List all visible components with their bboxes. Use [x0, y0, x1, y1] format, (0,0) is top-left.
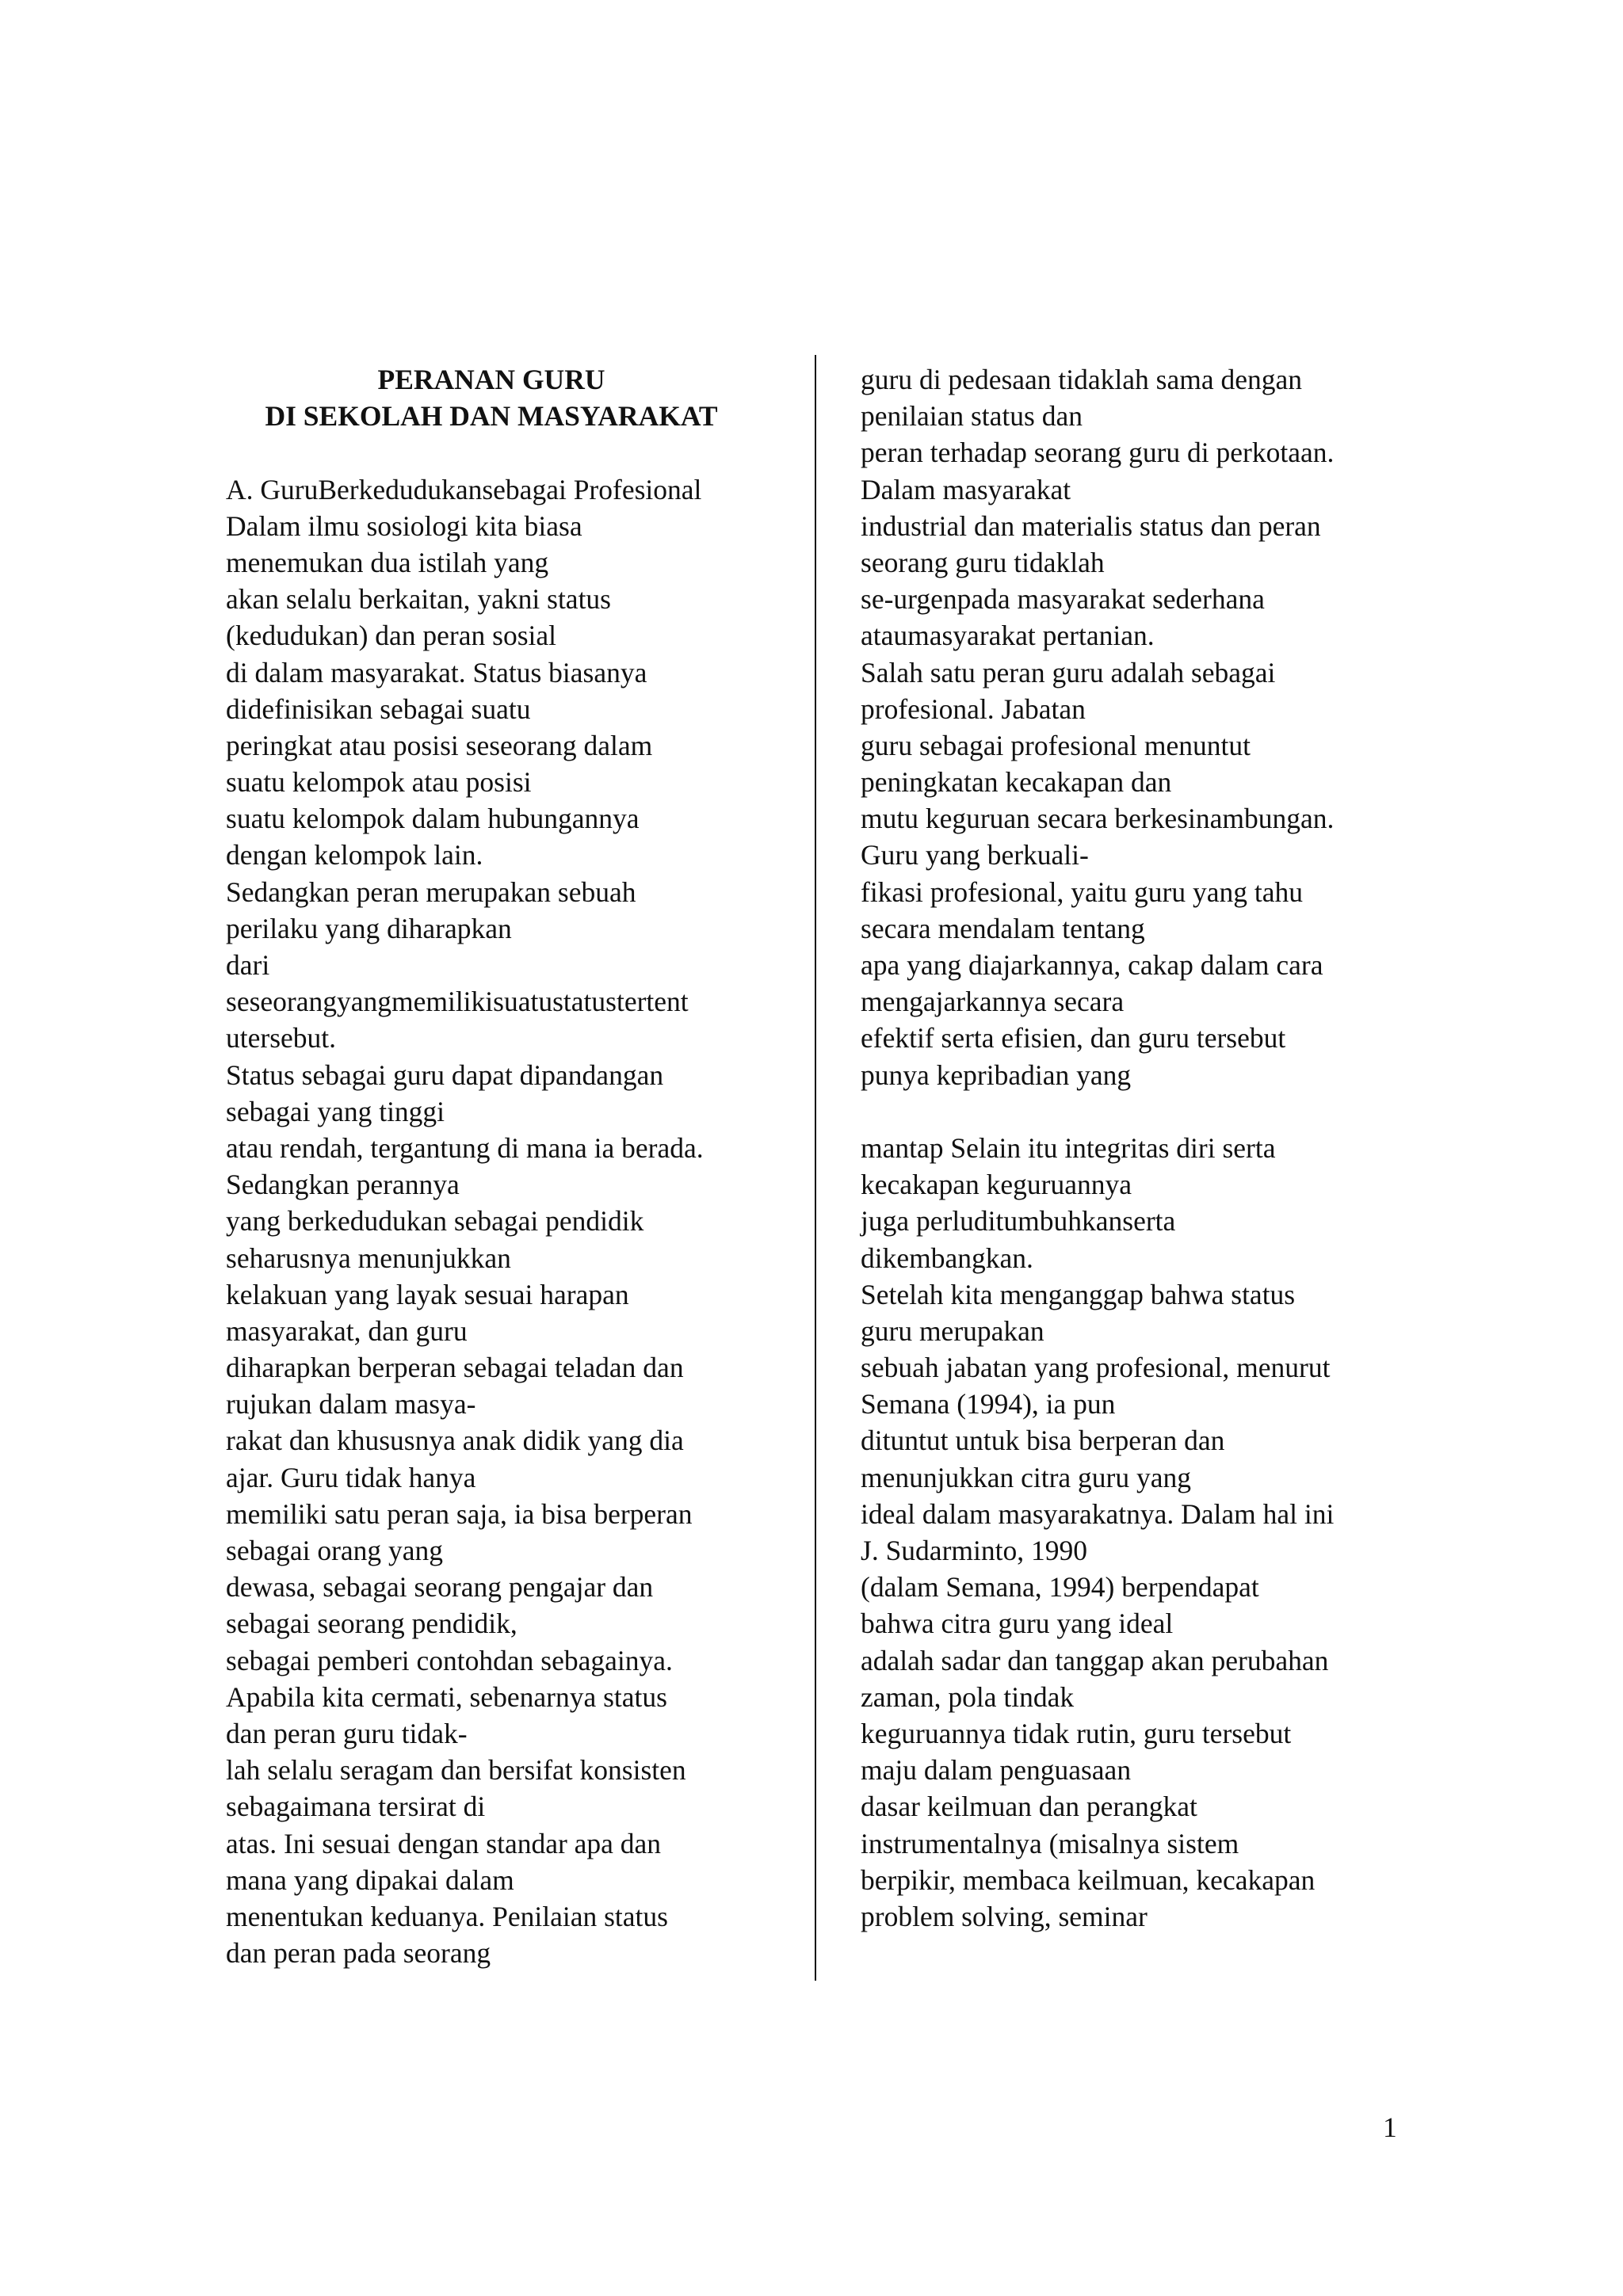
right-body-line: menunjukkan citra guru yang [861, 1461, 1192, 1493]
right-body-text-part-2 [861, 1130, 1415, 1935]
right-body-line: ataumasyarakat pertanian. [861, 620, 1155, 652]
right-body-line: guru di pedesaan tidaklah sama dengan [861, 364, 1302, 395]
left-body-line: dewasa, sebagai seorang pengajar dan [226, 1571, 654, 1604]
right-body-line: ideal dalam masyarakatnya. Dalam hal ini [861, 1497, 1335, 1530]
left-body-line: A. GuruBerkedudukansebagai Profesional [226, 473, 702, 505]
right-body-line: zaman, pola tindak [861, 1680, 1075, 1713]
left-body-line: dan peran pada seorang [226, 1937, 491, 1970]
right-body-line: kecakapan keguruannya [861, 1169, 1132, 1201]
right-body-line: peran terhadap seorang guru di perkotaan. [861, 437, 1335, 469]
left-body-line: mana yang dipakai dalam [226, 1863, 514, 1896]
left-body-line: sebagaimana tersirat di [226, 1791, 486, 1823]
left-body-line: sebagai seorang pendidik, [226, 1608, 517, 1640]
column-divider [815, 355, 816, 1981]
right-body-line: peningkatan kecakapan dan [861, 766, 1172, 799]
left-body-line: utersebut. [226, 1022, 337, 1055]
right-body-line: sebuah jabatan yang profesional, menurut [861, 1352, 1331, 1384]
right-body-line: Semana (1994), ia pun [861, 1388, 1116, 1421]
right-body-line: keguruannya tidak rutin, guru tersebut [861, 1717, 1292, 1749]
left-body-line: sebagai pemberi contohdan sebagainya. [226, 1644, 673, 1676]
right-body-line: industrial dan materialis status dan peran [861, 509, 1321, 542]
title-line-2: DI SEKOLAH DAN MASYARAKAT [265, 400, 718, 433]
right-body-line: berpikir, membaca keilmuan, kecakapan [861, 1863, 1316, 1896]
right-body-line: profesional. Jabatan [861, 692, 1086, 725]
left-body-line: seharusnya menunjukkan [226, 1241, 511, 1274]
right-body-line: J. Sudarminto, 1990 [861, 1535, 1087, 1566]
left-body-line: lah selalu seragam dan bersifat konsisten [226, 1754, 686, 1787]
left-body-line: menentukan keduanya. Penilaian status [226, 1900, 668, 1932]
left-body-line: perilaku yang diharapkan [226, 912, 512, 944]
right-body-line: guru sebagai profesional menuntut [861, 729, 1251, 761]
right-body-line: guru merupakan [861, 1314, 1044, 1347]
right-body-line: se-urgenpada masyarakat sederhana [861, 583, 1265, 616]
right-body-line: penilaian status dan [861, 400, 1083, 433]
left-body-line: peringkat atau posisi seseorang dalam [226, 729, 653, 761]
left-body-line: menemukan dua istilah yang [226, 546, 549, 578]
left-body-line: kelakuan yang layak sesuai harapan [226, 1278, 629, 1310]
left-body-line: memiliki satu peran saja, ia bisa berperan [226, 1497, 693, 1530]
left-body-line: rujukan dalam masya- [226, 1388, 476, 1421]
left-body-line: atau rendah, tergantung di mana ia berada. [226, 1131, 704, 1164]
right-body-line: instrumentalnya (misalnya sistem [861, 1827, 1239, 1859]
left-body-line: (kedudukan) dan peran sosial [226, 620, 556, 652]
left-body-line: rakat dan khususnya anak didik yang dia [226, 1425, 684, 1457]
title-line-1: PERANAN GURU [377, 364, 605, 395]
left-body-line: ajar. Guru tidak hanya [226, 1461, 476, 1493]
title-gap [226, 434, 781, 471]
left-body-line: Sedangkan perannya [226, 1169, 460, 1201]
left-body-text [226, 471, 781, 1972]
right-body-line: maju dalam penguasaan [861, 1754, 1132, 1787]
left-body-line: suatu kelompok atau posisi [226, 766, 532, 799]
right-body-line: seorang guru tidaklah [861, 546, 1105, 578]
right-column [861, 361, 1415, 1935]
right-body-line: Salah satu peran guru adalah sebagai [861, 656, 1276, 688]
left-body-line: Sedangkan peran merupakan sebuah [226, 875, 636, 908]
right-body-line: punya kepribadian yang [861, 1058, 1132, 1091]
right-body-line: mengajarkannya secara [861, 986, 1125, 1018]
right-body-line: secara mendalam tentang [861, 912, 1145, 944]
left-body-line: di dalam masyarakat. Status biasanya [226, 656, 647, 688]
right-body-line: dikembangkan. [861, 1241, 1033, 1274]
left-body-line: didefinisikan sebagai suatu [226, 692, 531, 725]
left-body-line: diharapkan berperan sebagai teladan dan [226, 1352, 684, 1384]
right-body-line: fikasi profesional, yaitu guru yang tahu [861, 875, 1303, 908]
left-body-line: masyarakat, dan guru [226, 1314, 468, 1347]
paragraph-gap [861, 1093, 1415, 1130]
left-body-line: atas. Ini sesuai dengan standar apa dan [226, 1827, 662, 1859]
right-body-line: dituntut untuk bisa berperan dan [861, 1425, 1225, 1457]
left-body-line: sebagai yang tinggi [226, 1095, 445, 1127]
left-body-line: dari [226, 949, 270, 981]
left-body-line: Status sebagai guru dapat dipandangan [226, 1058, 664, 1091]
left-body-line: akan selalu berkaitan, yakni status [226, 583, 611, 616]
left-body-line: dan peran guru tidak- [226, 1717, 468, 1749]
right-body-text-part-1 [861, 361, 1415, 1093]
left-body-line: Dalam ilmu sosiologi kita biasa [226, 509, 582, 542]
left-body-line: suatu kelompok dalam hubungannya [226, 803, 640, 835]
right-body-line: Setelah kita menganggap bahwa status [861, 1278, 1296, 1310]
left-column [226, 361, 781, 1971]
right-body-line: juga perluditumbuhkanserta [861, 1205, 1176, 1238]
left-body-line: yang berkedudukan sebagai pendidik [226, 1205, 644, 1238]
right-body-line: efektif serta efisien, dan guru tersebut [861, 1022, 1286, 1055]
page-number: 1 [1383, 2111, 1397, 2143]
left-body-line: Apabila kita cermati, sebenarnya status [226, 1680, 667, 1713]
left-body-line: dengan kelompok lain. [226, 839, 483, 871]
right-body-line: mutu keguruan secara berkesinambungan. [861, 803, 1335, 835]
left-body-line: seseorangyangmemilikisuatustatustertent [226, 986, 689, 1018]
right-body-line: bahwa citra guru yang ideal [861, 1608, 1174, 1640]
left-body-line: sebagai orang yang [226, 1535, 444, 1566]
right-body-line: mantap Selain itu integritas diri serta [861, 1131, 1276, 1164]
right-body-line: apa yang diajarkannya, cakap dalam cara [861, 949, 1323, 981]
right-body-line: dasar keilmuan dan perangkat [861, 1791, 1197, 1823]
right-body-line: problem solving, seminar [861, 1900, 1148, 1932]
right-body-line: (dalam Semana, 1994) berpendapat [861, 1571, 1259, 1604]
right-body-line: Guru yang berkuali- [861, 839, 1089, 871]
right-body-line: Dalam masyarakat [861, 473, 1071, 505]
right-body-line: adalah sadar dan tanggap akan perubahan [861, 1644, 1329, 1676]
